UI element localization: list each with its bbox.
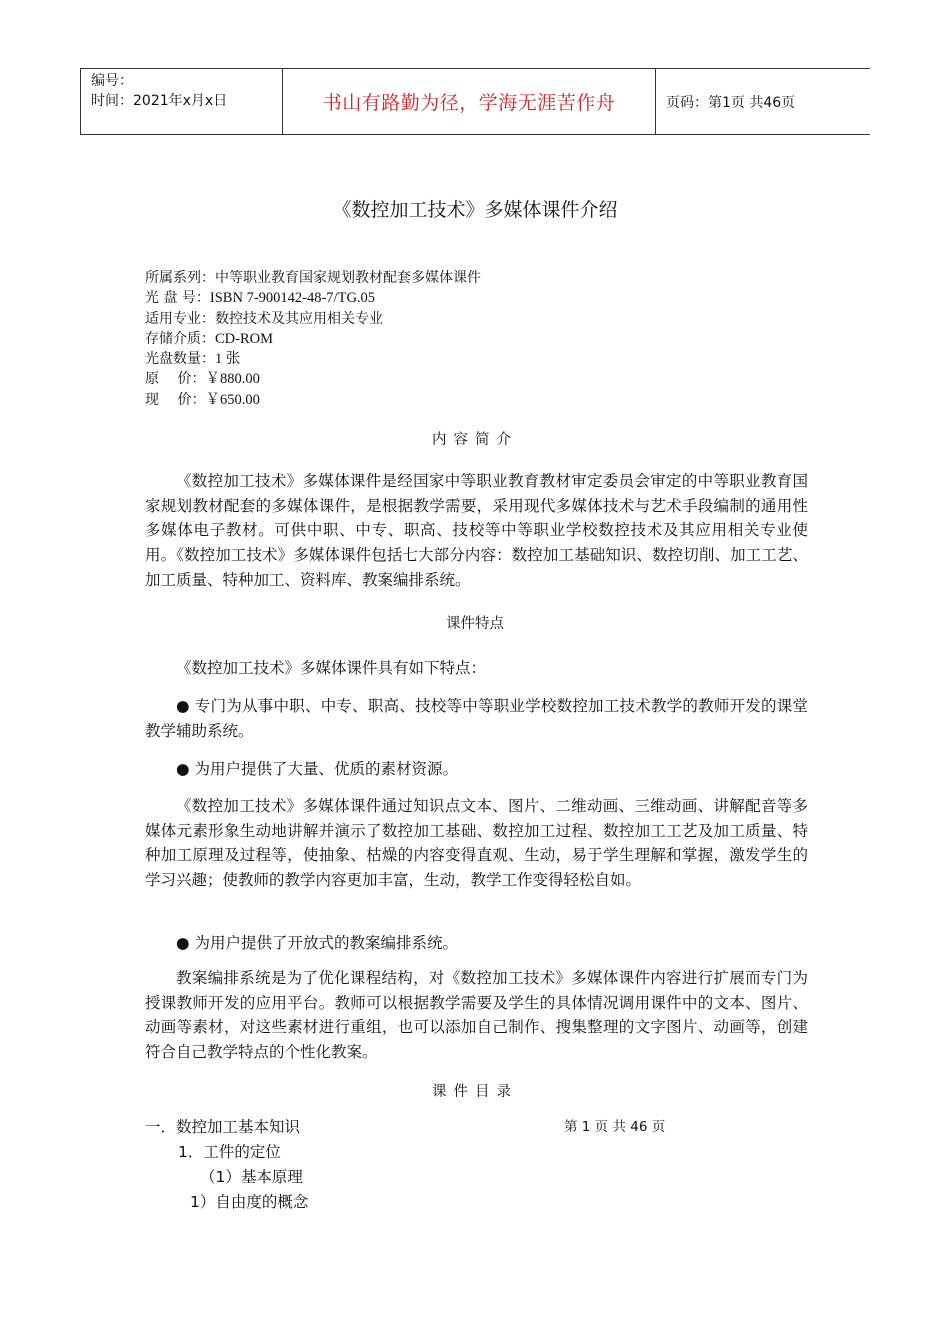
document-title: 《数控加工技术》多媒体课件介绍 (332, 199, 618, 221)
header-table (80, 68, 870, 135)
intro-paragraph: 《数控加工技术》多媒体课件是经国家中等职业教育教材审定委员会审定的中等职业教育国家规划教材配套的多媒体课件，是根据教学需要，采用现代多媒体技术与艺术手段编制的通用性多媒体电子教材。可供中职、中专、职高、技校等中等职业学校数控技术及其应用相关专业使用。《数控加工技术》多媒体课件包括七大部分内容：数控加工基础知识、数控切削、加工工艺、加工质量、特种加工、资料库、教案编排系统。 (145, 472, 808, 589)
feature-item-3: ● 为用户提供了开放式的教案编排系统。 (176, 934, 458, 952)
meta-value: ￥880.00 (205, 371, 260, 388)
toc-section-1: 1．工件的定位 (178, 1143, 281, 1161)
features-heading: 课件特点 (446, 616, 504, 632)
meta-label: 光盘数量： (145, 351, 215, 368)
header-page-info: 页码：第1页 共46页 (666, 94, 796, 111)
meta-label: 所属系列： (145, 270, 215, 286)
meta-label: 光 盘 号： (145, 290, 210, 307)
header-number-label: 编号： (91, 73, 133, 89)
header-motto: 书山有路勤为径，学海无涯苦作舟 (283, 69, 656, 134)
meta-value: CD-ROM (215, 330, 274, 347)
toc-chapter-1: 一．数控加工基本知识 (145, 1118, 301, 1136)
meta-row (145, 349, 481, 369)
feature-item-2: ● 为用户提供了大量、优质的素材资源。 (176, 760, 458, 778)
header-meta-cell (81, 69, 283, 134)
meta-info (145, 268, 481, 410)
feature-3-paragraph: 教案编排系统是为了优化课程结构，对《数控加工技术》多媒体课件内容进行扩展而专门为授课教师开发的应用平台。教师可以根据教学需要及学生的具体情况调用课件中的文本、图片、动画等素材，对这些素材进行重组，也可以添加自己制作、搜集整理的文字图片、动画等，创建符合自己教学特点的个性化教案。 (145, 969, 808, 1062)
toc-item-1: 1）自由度的概念 (190, 1193, 309, 1211)
meta-value: ￥650.00 (205, 391, 260, 408)
meta-row (145, 390, 481, 410)
meta-label: 适用专业： (145, 310, 215, 327)
meta-row (145, 309, 481, 329)
meta-label: 存储介质： (145, 330, 215, 347)
meta-row (145, 288, 481, 308)
meta-label: 原 价： (145, 371, 206, 388)
page-footer: 第 1 页 共 46 页 (564, 1119, 666, 1135)
toc-heading: 课件目录 (432, 1084, 518, 1100)
meta-row (145, 329, 481, 349)
meta-value: 1 张 (215, 351, 241, 368)
meta-label: 现 价： (145, 391, 206, 408)
feature-2-paragraph: 《数控加工技术》多媒体课件通过知识点文本、图片、二维动画、三维动画、讲解配音等多媒体元素形象生动地讲解并演示了数控加工基础、数控加工过程、数控加工工艺及加工质量、特种加工原理及过程等，使抽象、枯燥的内容变得直观、生动，易于学生理解和掌握，激发学生的学习兴趣；使教师的教学内容更加丰富，生动，教学工作变得轻松自如。 (145, 797, 808, 890)
header-time-label: 时间：2021年x月x日 (91, 93, 228, 109)
toc-subsection-1: （1）基本原理 (200, 1168, 303, 1186)
meta-row (145, 369, 481, 389)
meta-value: 中等职业教育国家规划教材配套多媒体课件 (215, 270, 481, 286)
feature-item-1: ● 专门为从事中职、中专、职高、技校等中等职业学校数控加工技术教学的教师开发的课堂教学辅助系统。 (145, 697, 808, 740)
features-intro: 《数控加工技术》多媒体课件具有如下特点： (176, 659, 487, 677)
meta-value: ISBN 7-900142-48-7/TG.05 (209, 290, 376, 307)
meta-row (145, 268, 481, 288)
meta-value: 数控技术及其应用相关专业 (215, 310, 383, 327)
intro-heading: 内容简介 (432, 432, 518, 448)
